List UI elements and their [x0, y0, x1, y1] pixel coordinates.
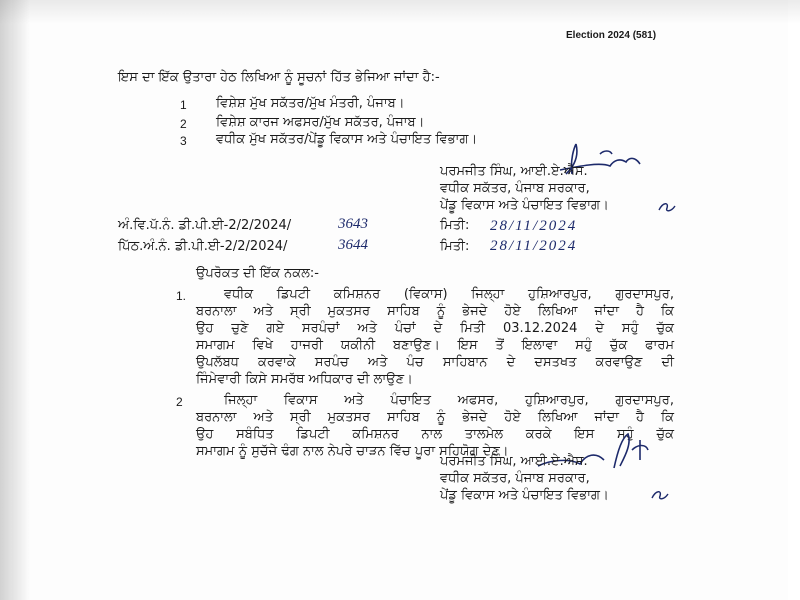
election-tag: Election 2024 (581)	[566, 30, 657, 41]
endorsement-number: 3643	[338, 216, 368, 232]
paragraph-line: ਸਮਾਗਮ ਨੂੰ ਸੁਚੱਜੇ ਢੰਗ ਨਾਲ ਨੇਪਰੇ ਚਾੜਨ ਵਿੱਚ ਪੂਰਾ ਸਹਿਯੋਗ ਦੇਣ।	[196, 444, 509, 459]
signatory-department: ਪੇਂਡੂ ਵਿਕਾਸ ਅਤੇ ਪੰਚਾਇਤ ਵਿਭਾਗ।	[440, 488, 609, 503]
paragraph-line: ਵਧੀਕ ਡਿਪਟੀ ਕਮਿਸ਼ਨਰ (ਵਿਕਾਸ) ਜਿਲ੍ਹਾ ਹੁਸ਼ਿਆਰਪੁਰ, ਗੁਰਦਾਸਪੁਰ,	[224, 287, 674, 302]
endorsement-date: 28/11/2024	[490, 238, 578, 254]
date-label: ਮਿਤੀ:	[440, 239, 470, 254]
paragraph-line: ਜਿਲ੍ਹਾ ਵਿਕਾਸ ਅਤੇ ਪੰਚਾਇਤ ਅਫਸਰ, ਹੁਸ਼ਿਆਰਪੁਰ, ਗੁਰਦਾਸਪੁਰ,	[224, 393, 674, 408]
paragraph-line: ਸਮਾਗਮ ਵਿਖੇ ਹਾਜਰੀ ਯਕੀਨੀ ਬਣਾਉਣ। ਇਸ ਤੋਂ ਇਲਾਵਾ ਸਹੁੰ ਚੁੱਕ ਫਾਰਮ	[196, 338, 674, 353]
recipient-item: ਵਧੀਕ ਮੁੱਖ ਸਕੱਤਰ/ਪੇਂਡੂ ਵਿਕਾਸ ਅਤੇ ਪੰਚਾਇਤ ਵਿਭਾਗ।	[216, 132, 478, 147]
copy-heading: ਉਪਰੋਕਤ ਦੀ ਇੱਕ ਨਕਲ:-	[196, 266, 319, 281]
signatory-title: ਵਧੀਕ ਸਕੱਤਰ, ਪੰਜਾਬ ਸਰਕਾਰ,	[440, 181, 590, 196]
recipient-number: 2	[180, 117, 187, 131]
paragraph-number: 1.	[176, 289, 187, 303]
paragraph-line: ਉਹ ਚੁਣੇ ਗਏ ਸਰਪੰਚਾਂ ਅਤੇ ਪੰਚਾਂ ਦੇ ਮਿਤੀ 03.12.2024 ਦੇ ਸਹੁੰ ਚੁੱਕ	[196, 321, 674, 336]
scan-top-shadow	[0, 0, 800, 24]
scan-edge-shadow	[0, 0, 30, 600]
initial-mark-icon	[648, 484, 672, 504]
signatory-title: ਵਧੀਕ ਸਕੱਤਰ, ਪੰਜਾਬ ਸਰਕਾਰ,	[440, 471, 590, 486]
intro-line: ਇਸ ਦਾ ਇੱਕ ਉਤਾਰਾ ਹੇਠ ਲਿਖਿਆ ਨੂੰ ਸੂਚਨਾਂ ਹਿੱਤ ਭੇਜਿਆ ਜਾਂਦਾ ਹੈ:-	[118, 70, 440, 85]
recipient-number: 3	[180, 134, 187, 148]
paragraph-line: ਬਰਨਾਲਾ ਅਤੇ ਸ੍ਰੀ ਮੁਕਤਸਰ ਸਾਹਿਬ ਨੂੰ ਭੇਜਦੇ ਹੋਏ ਲਿਖਿਆ ਜਾਂਦਾ ਹੈ ਕਿ	[196, 410, 674, 425]
recipient-item: ਵਿਸ਼ੇਸ਼ ਮੁੱਖ ਸਕੱਤਰ/ਮੁੱਖ ਮੰਤਰੀ, ਪੰਜਾਬ।	[216, 96, 405, 111]
paragraph-number: 2	[176, 395, 183, 409]
endorsement-label: ਅੰ.ਵਿ.ਪੱ.ਨੰ. ਡੀ.ਪੀ.ਈ-2/2/2024/	[118, 218, 292, 233]
endorsement-date: 28/11/2024	[490, 218, 578, 234]
paragraph-line: ਉਹ ਸਬੰਧਿਤ ਡਿਪਟੀ ਕਮਿਸ਼ਨਰ ਨਾਲ ਤਾਲਮੇਲ ਕਰਕੇ ਇਸ ਸਹੁੰ ਚੁੱਕ	[196, 427, 674, 442]
initial-mark-icon	[655, 196, 679, 216]
paragraph-line: ਉਪਲੱਬਧ ਕਰਵਾਕੇ ਸਰਪੰਚ ਅਤੇ ਪੰਚ ਸਾਹਿਬਾਨ ਦੇ ਦਸਤਖਤ ਕਰਵਾਉਣ ਦੀ	[196, 355, 674, 370]
paragraph-line: ਜਿੰਮੇਵਾਰੀ ਕਿਸੇ ਸਮਰੱਥ ਅਧਿਕਾਰ ਦੀ ਲਾਉਣ।	[196, 372, 413, 387]
signatory-name: ਪਰਮਜੀਤ ਸਿੰਘ, ਆਈ.ਏ.ਐਸ.	[440, 164, 588, 179]
paragraph-line: ਬਰਨਾਲਾ ਅਤੇ ਸ੍ਰੀ ਮੁਕਤਸਰ ਸਾਹਿਬ ਨੂੰ ਭੇਜਦੇ ਹੋਏ ਲਿਖਿਆ ਜਾਂਦਾ ਹੈ ਕਿ	[196, 304, 674, 319]
endorsement-number: 3644	[338, 237, 368, 253]
recipient-item: ਵਿਸ਼ੇਸ਼ ਕਾਰਜ ਅਫਸਰ/ਮੁੱਖ ਸਕੱਤਰ, ਪੰਜਾਬ।	[216, 115, 425, 130]
endorsement-label: ਪਿੱਠ.ਅੰ.ਨੰ. ਡੀ.ਪੀ.ਈ-2/2/2024/	[118, 239, 288, 254]
signatory-name: ਪਰਮਜੀਤ ਸਿੰਘ, ਆਈ.ਏ.ਐਸ.	[440, 454, 588, 469]
recipient-number: 1	[180, 98, 187, 112]
signatory-department: ਪੇਂਡੂ ਵਿਕਾਸ ਅਤੇ ਪੰਚਾਇਤ ਵਿਭਾਗ।	[440, 198, 609, 213]
date-label: ਮਿਤੀ:	[440, 218, 470, 233]
